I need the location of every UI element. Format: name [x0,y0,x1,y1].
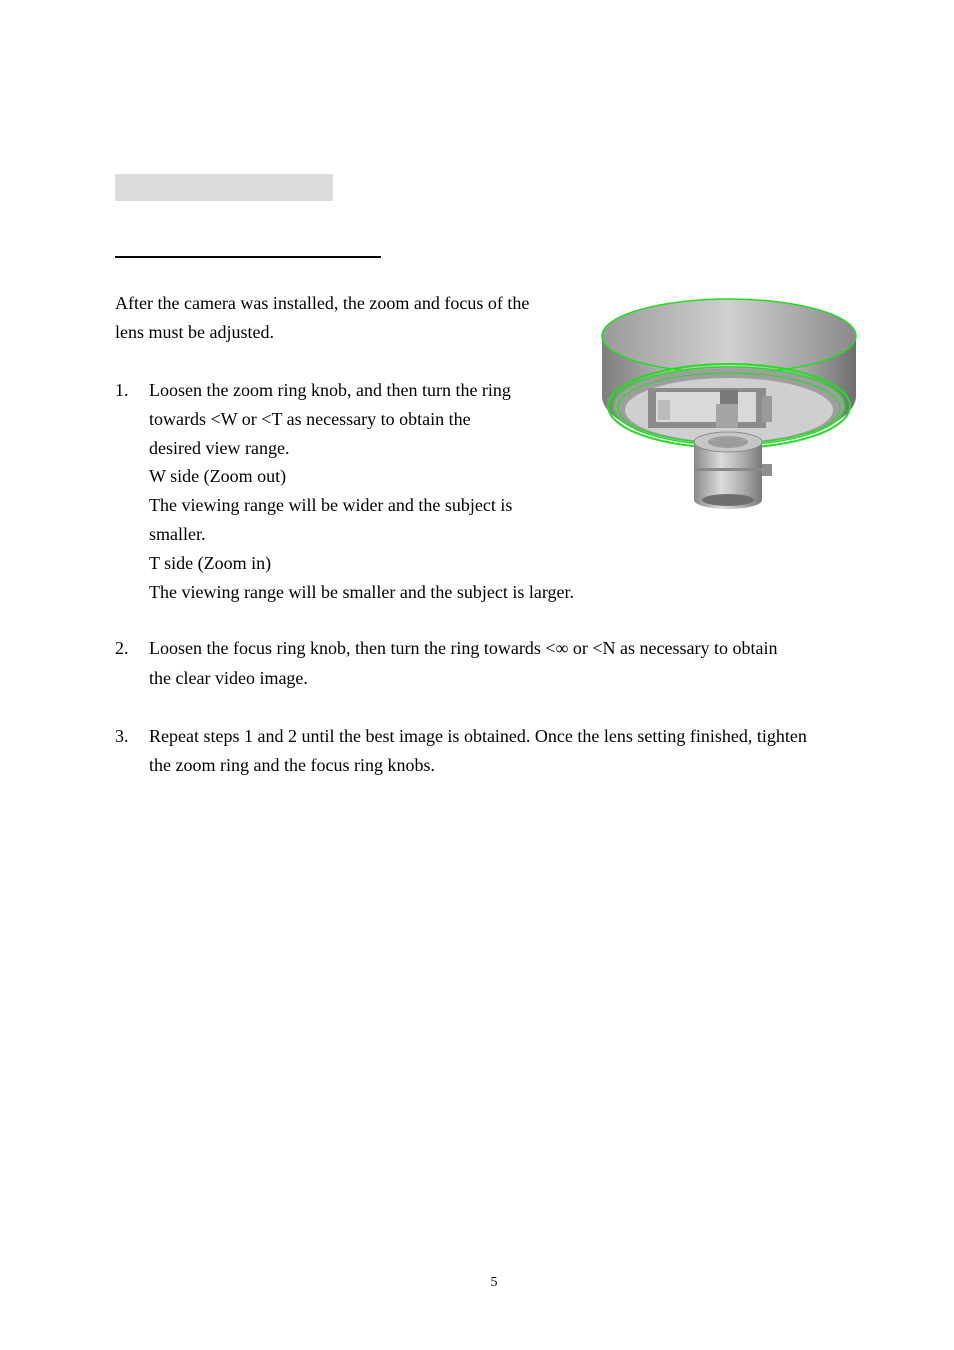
step-1-line-5: The viewing range will be wider and the subject is [149,495,513,515]
step-2-line-2: the clear video image. [149,668,308,688]
intro-line-2: lens must be adjusted. [115,322,274,342]
heading-underline [115,256,381,258]
step-2-number: 2. [115,638,129,658]
step-2-line-1: Loosen the focus ring knob, then turn the ring towards <∞ or <N as necessary to obtain [149,638,778,658]
dome-camera-illustration [598,292,860,514]
step-1-number: 1. [115,380,129,400]
step-1-line-8: The viewing range will be smaller and the subject is larger. [149,582,575,602]
intro-line-1: After the camera was installed, the zoom and focus of the [115,293,530,313]
step-3-line-1: Repeat steps 1 and 2 until the best image is obtained. Once the lens setting finished, tighten [149,726,807,746]
step-1-line-6: smaller. [149,524,206,544]
step-1-line-4: W side (Zoom out) [149,466,287,486]
step-1-line-1: Loosen the zoom ring knob, and then turn the ring [149,380,511,400]
step-1-line-7: T side (Zoom in) [149,553,272,573]
step-1-line-3: desired view range. [149,438,290,458]
section-title-bar [115,174,333,201]
step-3-number: 3. [115,726,129,746]
page-number: 5 [490,1275,498,1290]
step-3-line-2: the zoom ring and the focus ring knobs. [149,755,435,775]
step-1-line-2: towards <W or <T as necessary to obtain the [149,409,471,429]
